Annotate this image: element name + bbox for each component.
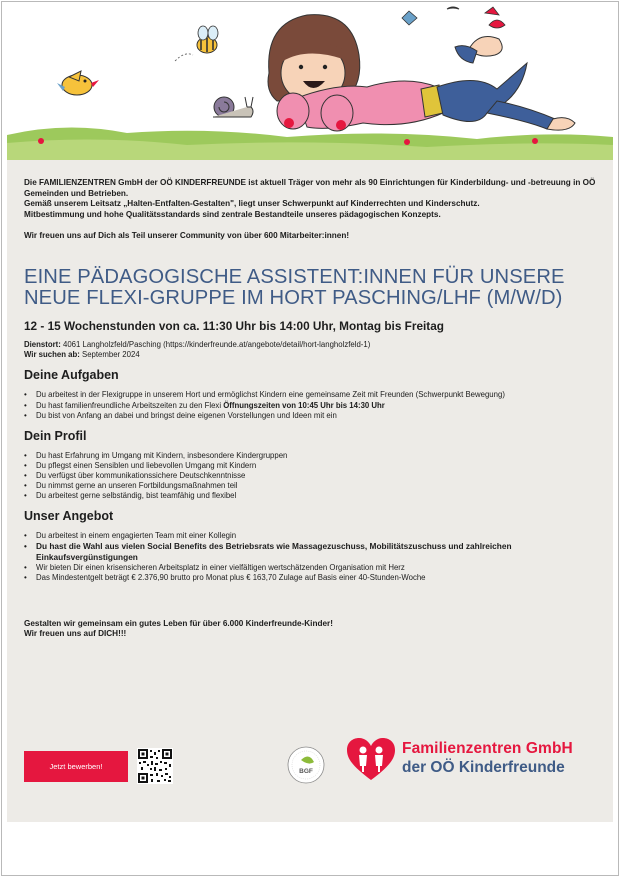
hero-illustration (7, 3, 613, 163)
intro-text (24, 178, 596, 241)
profile-heading: Dein Profil (24, 428, 87, 443)
list-item: • Wir bieten Dir einen krisensicheren Arbeitsplatz in einer vielfältigen wertschätzenden Organisation mit Herz (34, 563, 596, 573)
list-item: • Du pflegst einen Sensiblen und liebevollen Umgang mit Kindern (34, 461, 596, 471)
intro-line: Gemäß unserem Leitsatz „Halten-Entfalten-Gestalten", liegt unser Schwerpunkt auf Kinderrechten und Kinderschutz. (24, 199, 480, 209)
tasks-list (24, 390, 596, 420)
closing-text (24, 619, 596, 640)
girl-illustration (7, 3, 613, 163)
heart-logo-icon (345, 736, 397, 784)
offer-heading: Unser Angebot (24, 509, 114, 524)
apply-button[interactable]: Jetzt bewerben! (24, 751, 128, 782)
intro-line: Wir freuen uns auf Dich als Teil unserer Community von über 600 Mitarbeiter:innen! (24, 230, 350, 240)
list-item: • Du arbeitest in einem engagierten Team mit einer Kollegin (34, 531, 596, 541)
offer-list (24, 531, 596, 583)
job-meta (24, 340, 596, 360)
start-label: Wir suchen ab: (24, 350, 80, 360)
job-title: EINE PÄDAGOGISCHE ASSISTENT:INNEN FÜR UNSERE NEUE FLEXI-GRUPPE IM HORT PASCHING/LHF (M/W/D) (24, 266, 565, 310)
bird-small-icon (402, 11, 417, 25)
list-item: • Das Mindestentgelt beträgt € 2.376,90 brutto pro Monat plus € 163,70 Zulage auf Basis einer 40-Stunden-Woche (34, 573, 596, 583)
qr-code[interactable] (137, 748, 173, 784)
logo-line-company: Familienzentren GmbH (402, 740, 573, 757)
tasks-heading: Deine Aufgaben (24, 368, 119, 383)
list-item-text: Du hast familienfreundliche Arbeitszeiten zu den Flexi (36, 400, 224, 410)
list-item: • Du bist von Anfang an dabei und bringst deine eigenen Vorstellungen und Ideen mit ein (34, 411, 596, 421)
location-value: 4061 Langholzfeld/Pasching (https://kinderfreunde.at/angebote/detail/hort-langholzfeld-1) (63, 340, 371, 350)
profile-list (24, 451, 596, 501)
list-item: • Du verfügst über kommunikationssichere Deutschkenntnisse (34, 471, 596, 481)
list-item-emphasis: Öffnungszeiten von 10:45 Uhr bis 14:30 Uhr (223, 400, 385, 410)
list-item: • Du nimmst gerne an unseren Fortbildungsmaßnahmen teil (34, 481, 596, 491)
qr-code-icon (137, 748, 173, 784)
list-item (34, 401, 596, 411)
intro-line: Mitbestimmung und hohe Qualitätsstandards sind zentrale Bestandteile unseres pädagogischen Konzepts. (24, 209, 441, 219)
location-row (24, 340, 596, 350)
company-logo (345, 736, 590, 784)
bgf-label: BGF (299, 768, 313, 775)
closing-line: Gestalten wir gemeinsam ein gutes Leben für über 6.000 Kinderfreunde-Kinder! (24, 618, 333, 628)
start-row (24, 350, 596, 360)
start-value: September 2024 (82, 350, 140, 360)
logo-line-org: der OÖ Kinderfreunde (402, 759, 565, 776)
list-item: • Du hast die Wahl aus vielen Social Benefits des Betriebsrats wie Massagezuschuss, Mobilitätszuschuss und zahlreichen Einkaufsvergünstigungen (34, 541, 596, 563)
working-hours: 12 - 15 Wochenstunden von ca. 11:30 Uhr bis 14:00 Uhr, Montag bis Freitag (24, 319, 444, 334)
list-item: • Du arbeitest gerne selbständig, bist teamfähig und flexibel (34, 491, 596, 501)
bee-icon (175, 26, 218, 61)
bgf-seal-icon (287, 746, 325, 784)
list-item: • Du hast Erfahrung im Umgang mit Kindern, insbesondere Kindergruppen (34, 451, 596, 461)
girl-figure (268, 15, 575, 131)
list-item: • Du arbeitest in der Flexigruppe in unserem Hort und ermöglichst Kindern eine gemeinsame Zeit mit Freunden (Schwerpunkt Bewegung) (34, 390, 596, 400)
location-label: Dienstort: (24, 340, 61, 350)
bgf-badge (287, 746, 325, 784)
closing-line: Wir freuen uns auf DICH!!! (24, 629, 127, 639)
bird-icon (57, 71, 99, 95)
content-area (24, 178, 596, 640)
snail-icon (213, 97, 253, 117)
intro-line: Die FAMILIENZENTREN GmbH der OÖ KINDERFREUNDE ist aktuell Träger von mehr als 90 Einrichtungen für Kinderbildung- und -betreuung in OÖ Gemeinden und Betrieben. (24, 178, 596, 198)
